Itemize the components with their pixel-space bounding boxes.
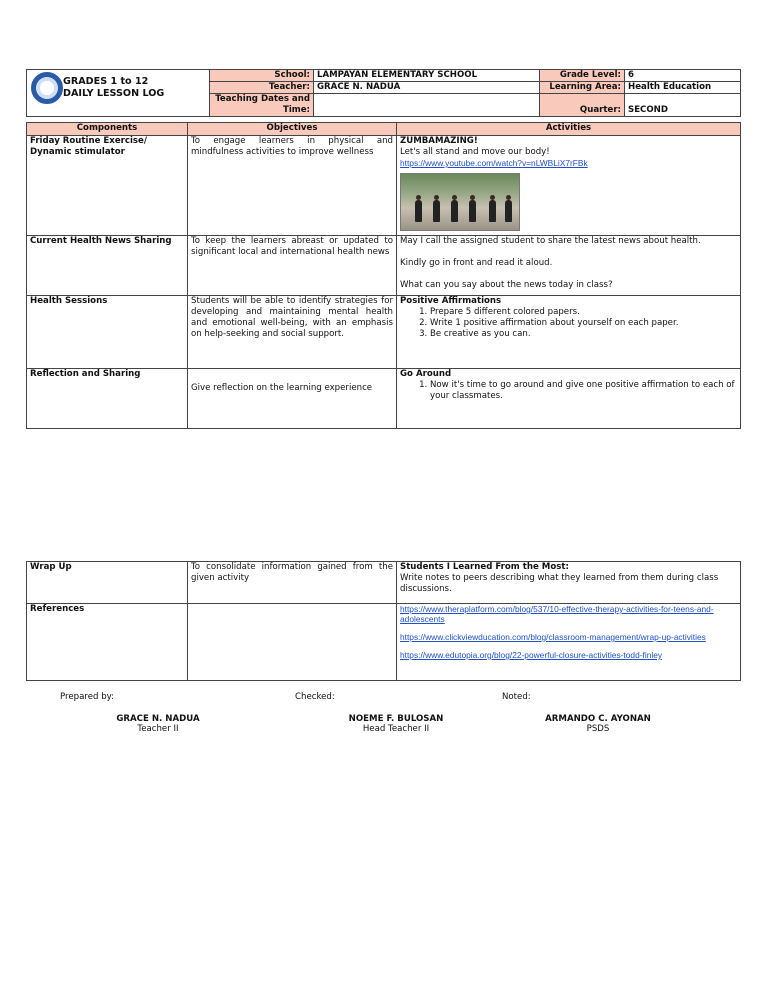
- title-line-1: GRADES 1 to 12: [63, 76, 149, 87]
- wrap-up-table: [26, 561, 741, 681]
- reference-link[interactable]: https://www.theraplatform.com/blog/537/10-effective-therapy-activities-for-teens-and-adolescents: [400, 604, 714, 624]
- list-item: 3. Be creative as you can.: [430, 329, 737, 340]
- dates-value: [314, 94, 540, 117]
- objective-cell: Students will be able to identify strategies for developing and maintaining mental health and emotional well-being, with an emphasis on help-seeking and social support.: [188, 296, 397, 369]
- col-header-components: Components: [27, 123, 188, 136]
- grade-label: Grade Level:: [540, 70, 625, 82]
- objective-cell: To keep the learners abreast or updated to significant local and international health news: [188, 236, 397, 296]
- component-cell: Wrap Up: [27, 562, 188, 604]
- activity-text: Write notes to peers describing what they learned from them during class discussions.: [400, 573, 719, 594]
- activity-list: [400, 307, 737, 340]
- school-value: LAMPAYAN ELEMENTARY SCHOOL: [314, 70, 540, 82]
- prepared-title: Teacher II: [137, 724, 179, 734]
- noted-signature: [530, 714, 666, 734]
- component-cell: Health Sessions: [27, 296, 188, 369]
- component-cell: Reflection and Sharing: [27, 369, 188, 429]
- checked-title: Head Teacher II: [362, 724, 430, 734]
- prepared-name: GRACE N. NADUA: [116, 714, 200, 724]
- list-item: 2. Write 1 positive affirmation about yourself on each paper.: [430, 318, 737, 329]
- table-row: [27, 296, 741, 369]
- activity-title: Positive Affirmations: [400, 296, 502, 306]
- lesson-table: [26, 122, 741, 429]
- reference-link[interactable]: https://www.edutopia.org/blog/22-powerful-closure-activities-todd-finley: [400, 650, 663, 660]
- col-header-objectives: Objectives: [188, 123, 397, 136]
- zumba-video-thumbnail[interactable]: [400, 173, 520, 231]
- objective-cell: To engage learners in physical and mindfulness activities to improve wellness: [188, 136, 397, 236]
- noted-name: ARMANDO C. AYONAN: [545, 714, 651, 724]
- checked-label: Checked:: [295, 692, 335, 702]
- list-item: 1. Now it's time to go around and give one positive affirmation to each of your classmates.: [430, 380, 737, 402]
- noted-title: PSDS: [586, 724, 610, 734]
- activity-cell: [397, 562, 741, 604]
- table-row: [27, 236, 741, 296]
- prepared-label: Prepared by:: [60, 692, 115, 702]
- teacher-value: GRACE N. NADUA: [314, 82, 540, 94]
- dates-label: Teaching Dates and Time:: [210, 94, 314, 117]
- youtube-link[interactable]: https://www.youtube.com/watch?v=nLWBLiX7rFBk: [400, 158, 588, 168]
- activity-list: [400, 380, 737, 402]
- area-value: Health Education: [625, 82, 741, 94]
- title-line-2: DAILY LESSON LOG: [63, 88, 165, 99]
- activity-cell: [397, 369, 741, 429]
- objective-cell: To consolidate information gained from the given activity: [188, 562, 397, 604]
- table-row: [27, 604, 741, 681]
- activity-cell: [397, 296, 741, 369]
- reference-link[interactable]: https://www.clickviewducation.com/blog/classroom-management/wrap-up-activities: [400, 632, 706, 642]
- header-table: [26, 69, 741, 117]
- deped-seal-icon: [31, 72, 63, 104]
- component-cell: Friday Routine Exercise/ Dynamic stimulator: [27, 136, 188, 236]
- activity-text: Let's all stand and move our body!: [400, 147, 550, 157]
- activity-paragraph: Kindly go in front and read it aloud.: [400, 258, 553, 268]
- school-label: School:: [210, 70, 314, 82]
- objective-cell: [188, 604, 397, 681]
- grade-value: 6: [625, 70, 741, 82]
- area-label: Learning Area:: [540, 82, 625, 94]
- teacher-label: Teacher:: [210, 82, 314, 94]
- checked-signature: [326, 714, 466, 734]
- table-row: [27, 562, 741, 604]
- objective-cell: Give reflection on the learning experience: [188, 369, 397, 429]
- prepared-signature: [90, 714, 226, 734]
- references-cell: [397, 604, 741, 681]
- table-row: [27, 136, 741, 236]
- checked-name: NOEME F. BULOSAN: [348, 714, 444, 724]
- table-row: [27, 369, 741, 429]
- activity-title: Students I Learned From the Most:: [400, 562, 569, 572]
- component-cell: References: [27, 604, 188, 681]
- quarter-label: Quarter:: [540, 94, 625, 117]
- col-header-activities: Activities: [397, 123, 741, 136]
- list-item: 1. Prepare 5 different colored papers.: [430, 307, 737, 318]
- quarter-value: SECOND: [625, 94, 741, 117]
- activity-paragraph: What can you say about the news today in class?: [400, 280, 613, 290]
- activity-title: ZUMBAMAZING!: [400, 136, 478, 146]
- component-cell: Current Health News Sharing: [27, 236, 188, 296]
- activity-paragraph: May I call the assigned student to share the latest news about health.: [400, 236, 701, 246]
- noted-label: Noted:: [502, 692, 531, 702]
- activity-cell: [397, 136, 741, 236]
- activity-title: Go Around: [400, 369, 452, 379]
- deped-logo-cell: [27, 70, 210, 117]
- activity-cell: [397, 236, 741, 296]
